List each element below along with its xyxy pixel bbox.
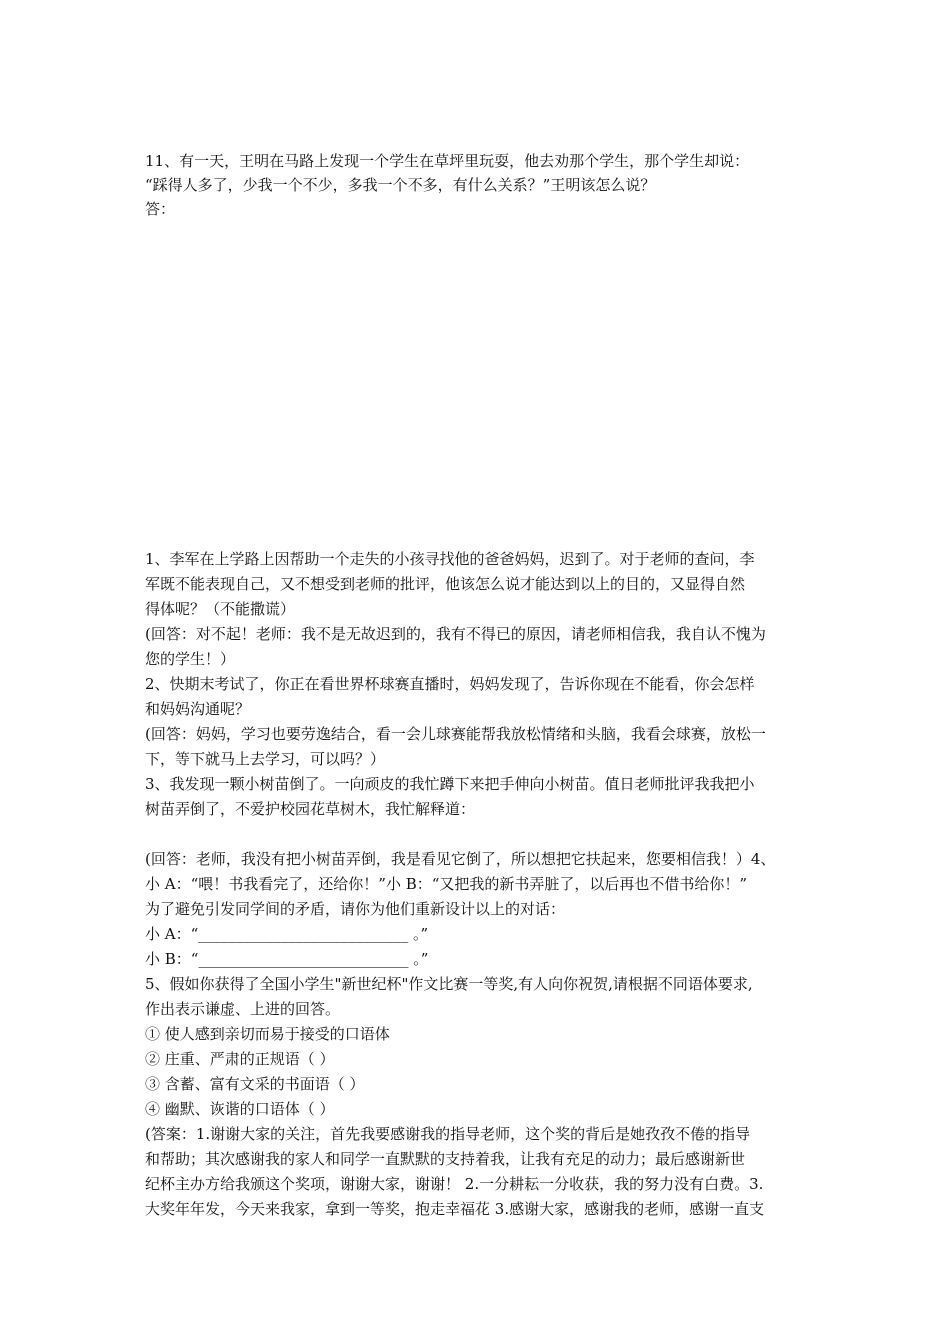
section2-line-10: 3、我发现一颗小树苗倒了。一向顽皮的我忙蹲下来把手伸向小树苗。值日老师批评我我把小 <box>145 775 755 793</box>
section2-line-1: 1、李军在上学路上因帮助一个走失的小孩寻找他的爸爸妈妈，迟到了。对于老师的查问，李 <box>145 550 755 568</box>
section2-line-11: 树苗弄倒了，不爱护校园花草树木，我忙解释道： <box>145 800 476 818</box>
section2-line-15: 为了避免引发同学间的矛盾，请你为他们重新设计以上的对话： <box>145 900 566 918</box>
section2-line-18: 5、假如你获得了全国小学生"新世纪杯"作文比赛一等奖,有人向你祝贺,请根据不同语体要求, <box>145 975 753 993</box>
q11-line-2: “踩得人多了，少我一个不少，多我一个不多，有什么关系？”王明该怎么说？ <box>145 176 656 194</box>
section2-line-19: 作出表示谦虚、上进的回答。 <box>145 1000 341 1018</box>
option-3: ③ 含蓄、富有文采的书面语（ ） <box>145 1075 365 1093</box>
section2-line-6: 2、快期末考试了，你正在看世界杯球赛直播时，妈妈发现了，告诉你现在不能看，你会怎样 <box>145 675 755 693</box>
answer-line-3: 纪杯主办方给我颁这个奖项，谢谢大家，谢谢！ 2.一分耕耘一分收获，我的努力没有白费。3. <box>145 1175 764 1193</box>
q11-answer-label: 答： <box>145 200 176 218</box>
section2-line-4: (回答：对不起！老师：我不是无故迟到的，我有不得已的原因，请老师相信我，我自认不愧为 <box>145 625 766 643</box>
answer-line-2: 和帮助；其次感谢我的家人和同学一直默默的支持着我，让我有充足的动力；最后感谢新世 <box>145 1150 746 1168</box>
dialogue-b-blank: 小 B：“____________________________ 。” <box>145 950 429 968</box>
section2-line-2: 军既不能表现自己，又不想受到老师的批评，他该怎么说才能达到以上的目的，又显得自然 <box>145 575 746 593</box>
section2-line-3: 得体呢？（不能撒谎） <box>145 600 296 618</box>
answer-line-4: 大奖年年发，今天来我家，拿到一等奖，抱走幸福花 3.感谢大家，感谢我的老师，感谢一直支 <box>145 1200 765 1218</box>
section2-line-5: 您的学生！） <box>145 650 236 668</box>
section2-line-7: 和妈妈沟通呢？ <box>145 700 251 718</box>
option-4: ④ 幽默、诙谐的口语体（ ） <box>145 1100 335 1118</box>
section2-blank-line <box>145 823 815 845</box>
option-2: ② 庄重、严肃的正规语（ ） <box>145 1050 335 1068</box>
answer-line-1: (答案：1.谢谢大家的关注，首先我要感谢我的指导老师，这个奖的背后是她孜孜不倦的指导 <box>145 1125 751 1143</box>
section2-line-14: 小 A：“喂！书我看完了，还给你！”小 B：“又把我的新书弄脏了，以后再也不借书给你！” <box>145 875 748 893</box>
q11-line-1: 11、有一天，王明在马路上发现一个学生在草坪里玩耍，他去劝那个学生，那个学生却说： <box>145 152 750 170</box>
dialogue-a-blank: 小 A：“____________________________ 。” <box>145 925 429 943</box>
section2-line-8: (回答：妈妈，学习也要劳逸结合，看一会儿球赛能帮我放松情绪和头脑，我看会球赛，放松一 <box>145 725 766 743</box>
option-1: ① 使人感到亲切而易于接受的口语体 <box>145 1025 390 1043</box>
section2-line-9: 下，等下就马上去学习，可以吗？） <box>145 750 386 768</box>
section2-line-13: (回答：老师，我没有把小树苗弄倒，我是看见它倒了，所以想把它扶起来，您要相信我！）4、 <box>145 850 776 868</box>
